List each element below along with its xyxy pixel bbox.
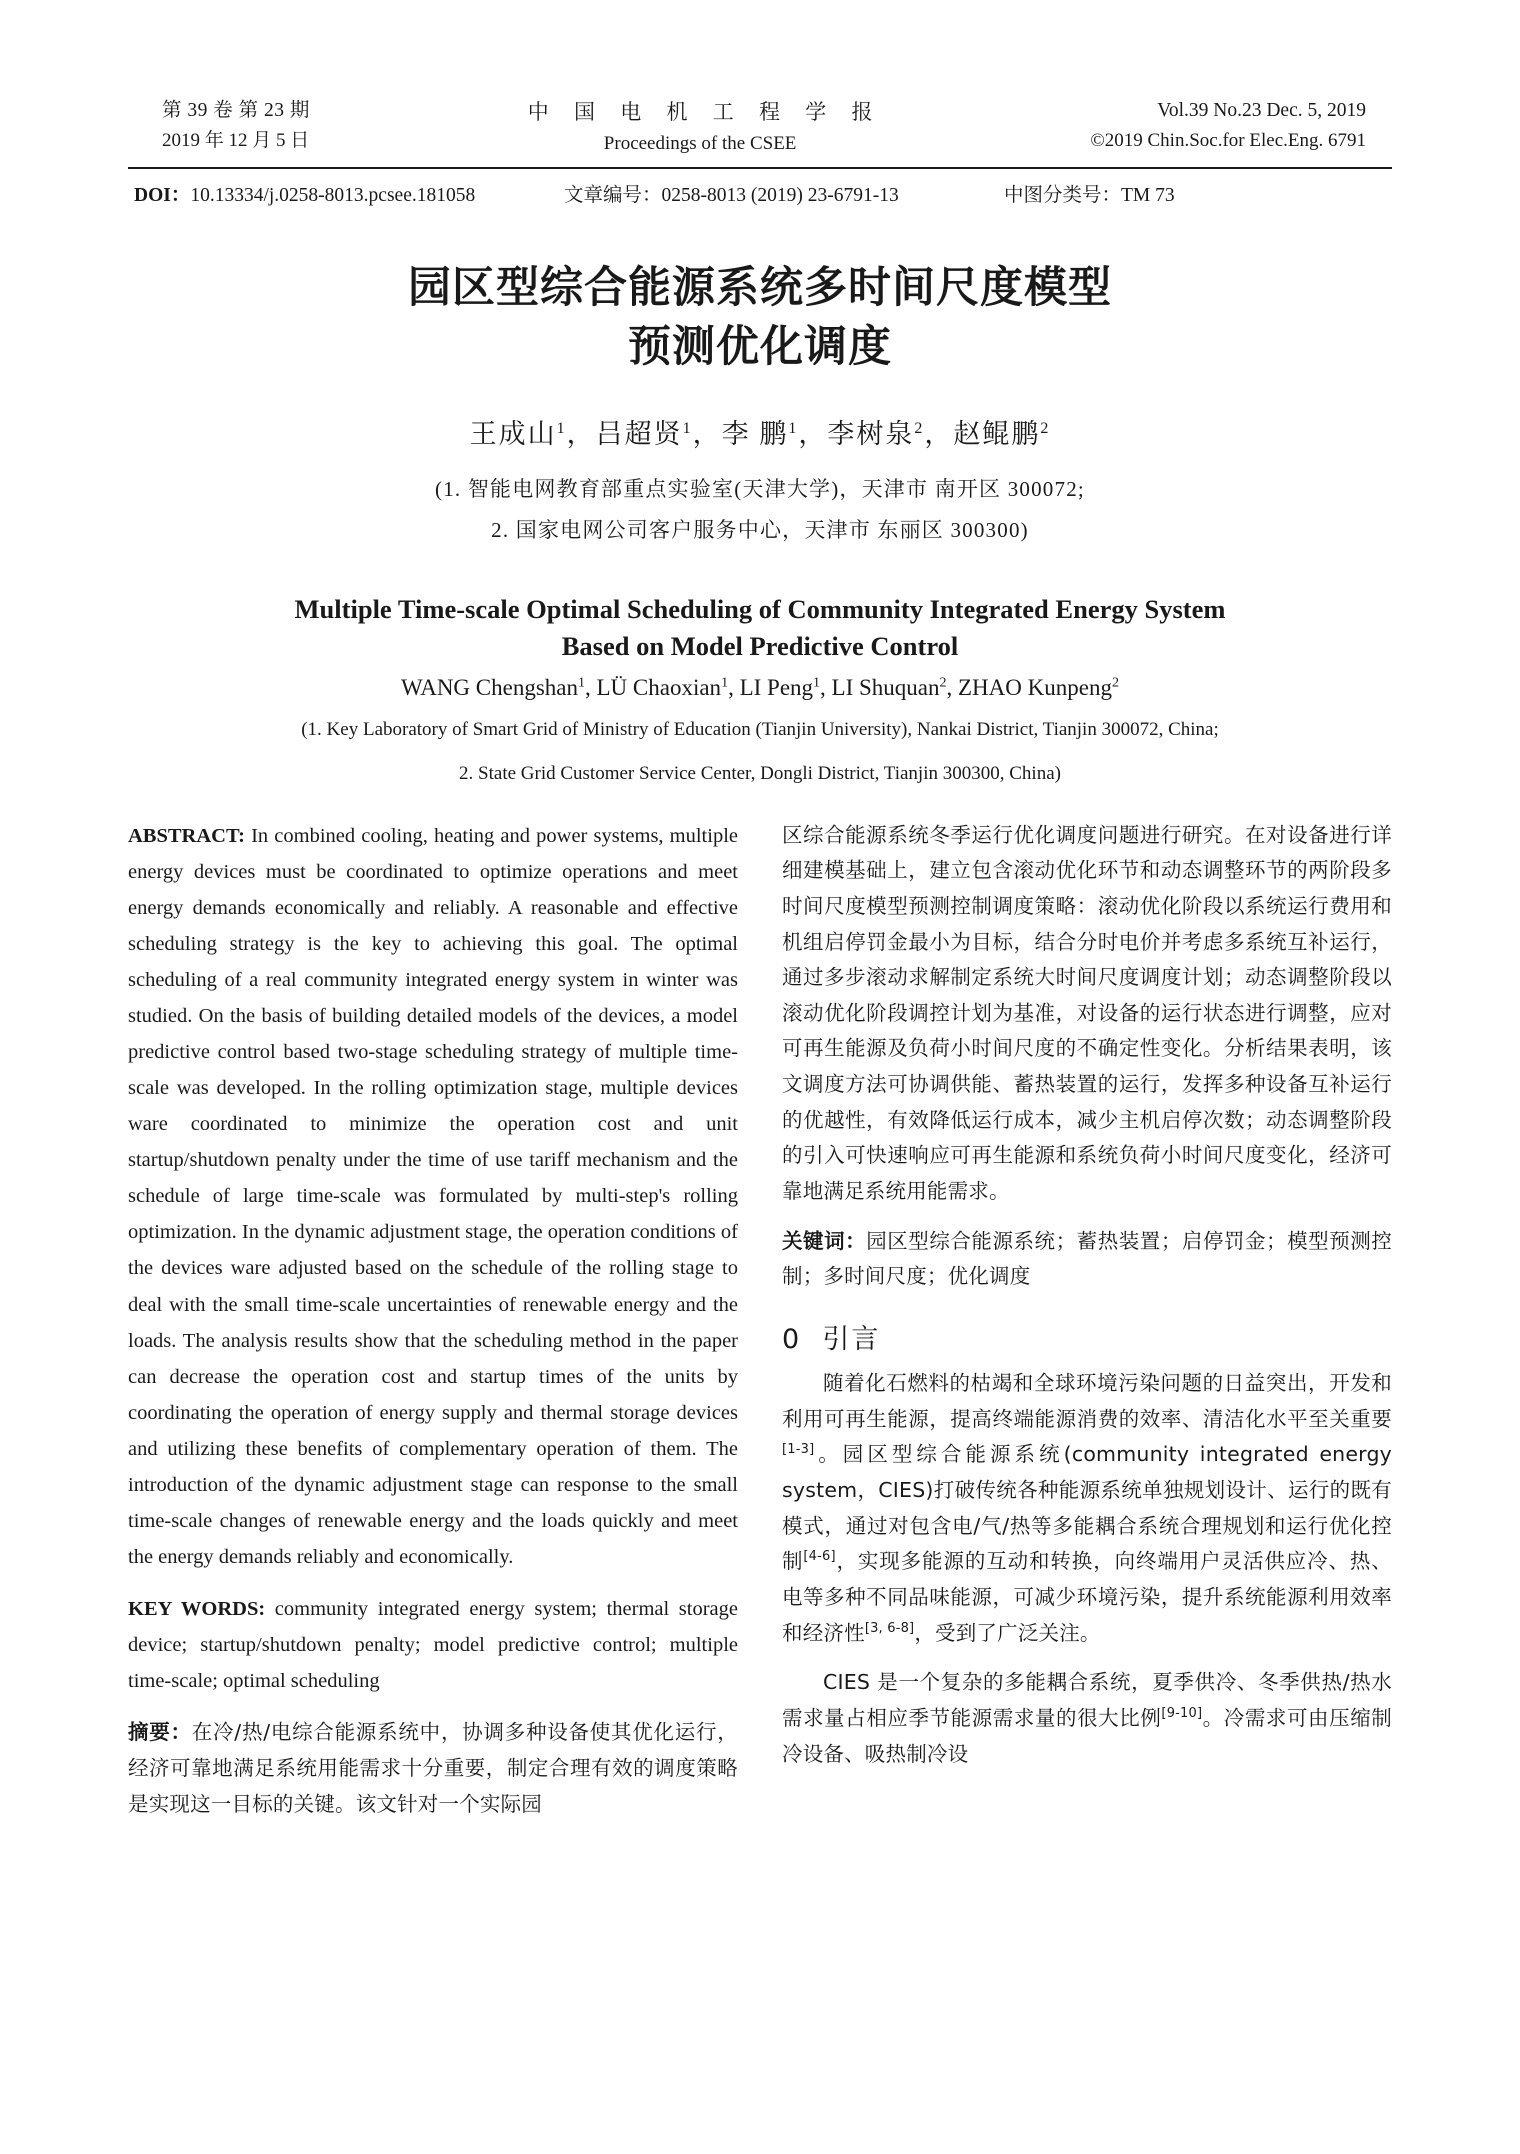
journal-name-cn: 中 国 电 机 工 程 学 报: [527, 100, 883, 124]
affiliations-cn: [128, 469, 1392, 551]
clc-value: TM 73: [1121, 184, 1175, 206]
keywords-cn-label: 关键词：: [782, 1228, 867, 1253]
abstract-cn-part-2: 区综合能源系统冬季运行优化调度问题进行研究。在对设备进行详细建模基础上，建立包含滚动优化环节和动态调整环节的两阶段多时间尺度模型预测控制调度策略：滚动优化阶段以系统运行费用和机组启停罚金最小为目标，结合分时电价并考虑多系统互补运行，通过多步滚动求解制定系统大时间尺度调度计划；动态调整阶段以滚动优化阶段调控计划为基准，对设备的运行状态进行调整，应对可再生能源及负荷小时间尺度的不确定性变化。分析结果表明，该文调度方法可协调供能、蓄热装置的运行，发挥多种设备互补运行的优越性，有效降低运行成本，减少主机启停次数；动态调整阶段的引入可快速响应可再生能源和系统负荷小时间尺度变化，经济可靠地满足系统用能需求。: [782, 822, 1392, 1204]
author-separator: ,: [728, 674, 740, 700]
title-en: [128, 591, 1392, 666]
publication-date-cn: 2019 年 12 月 5 日: [162, 130, 310, 152]
volume-issue: 第 39 卷 第 23 期: [162, 100, 310, 121]
copyright-line: ©2019 Chin.Soc.for Elec.Eng. 6791: [1090, 130, 1366, 152]
author-name: ZHAO Kunpeng: [958, 674, 1112, 700]
author-name: WANG Chengshan: [401, 674, 578, 700]
keywords-cn: [782, 1224, 1392, 1295]
authors-cn: [128, 412, 1392, 451]
author-name: 李 鹏: [721, 418, 789, 449]
keywords-en-body: community integrated energy system; thermal storage device; startup/shutdown penalty; model predictive control; multiple time-scale; optimal scheduling: [128, 1598, 738, 1693]
column-right: [782, 818, 1392, 1837]
affiliation-cn-1: (1. 智能电网教育部重点实验室(天津大学)，天津市 南开区 300072;: [435, 476, 1085, 501]
section-number: 0: [782, 1324, 802, 1356]
abstract-label: ABSTRACT:: [128, 824, 245, 847]
author-affiliation-marker: 1: [578, 675, 585, 691]
doi-field: [134, 179, 564, 207]
intro-p1-b: 。园区型综合能源系统(community integrated energy system，CIES)打破传统各种能源系统单独规划设计、运行的既有模式，通过对包含电/气/热等多能耦合系统合理规划和运行优化控制: [782, 1442, 1392, 1574]
title-cn-line-1: 园区型综合能源系统多时间尺度模型: [408, 262, 1112, 313]
keywords-en: [128, 1591, 738, 1699]
author-separator: ，: [692, 418, 722, 449]
article-number-value: 0258-8013 (2019) 23-6791-13: [661, 184, 899, 206]
affiliation-en-2: 2. State Grid Customer Service Center, Dongli District, Tianjin 300300, China): [459, 763, 1061, 785]
article-number-field: [564, 179, 1004, 207]
citation-ref-2: [4-6]: [803, 1549, 836, 1565]
title-cn-line-2: 预测优化调度: [628, 322, 892, 373]
citation-ref-1: [1-3]: [782, 1442, 815, 1458]
intro-paragraph-1: [782, 1366, 1392, 1651]
author-separator: ，: [798, 418, 828, 449]
author-name: LÜ Chaoxian: [596, 674, 722, 700]
title-en-line-1: Multiple Time-scale Optimal Scheduling of Community Integrated Energy System: [294, 593, 1226, 624]
affiliations-en: [128, 715, 1392, 790]
clc-label: 中图分类号：: [1004, 184, 1122, 206]
author-affiliation-marker: 1: [788, 419, 799, 437]
citation-ref-3: [3, 6-8]: [864, 1620, 915, 1636]
author-name: 赵鲲鹏: [953, 418, 1041, 449]
author-name: 王成山: [469, 418, 557, 449]
author-separator: ,: [820, 674, 832, 700]
author-affiliation-marker: 2: [1040, 419, 1051, 437]
doi-label: DOI：: [134, 184, 191, 206]
affiliation-cn-2: 2. 国家电网公司客户服务中心，天津市 东丽区 300300): [491, 517, 1029, 542]
author-affiliation-marker: 1: [721, 675, 729, 691]
affiliation-en-1: (1. Key Laboratory of Smart Grid of Ministry of Education (Tianjin University), Nankai District, Tianjin 300072, China;: [301, 718, 1219, 740]
intro-p1-d: ，受到了广泛关注。: [914, 1620, 1101, 1645]
doi-value: 10.13334/j.0258-8013.pcsee.181058: [190, 184, 476, 206]
intro-p1-c: ，实现多能源的互动和转换，向终端用户灵活供应冷、热、电等多种不同品味能源，可减少环境污染，提升系统能源利用效率和经济性: [782, 1549, 1393, 1645]
abstract-en: [128, 818, 738, 1576]
author-affiliation-marker: 1: [556, 419, 567, 437]
author-separator: ，: [566, 418, 596, 449]
column-left: [128, 818, 738, 1837]
author-affiliation-marker: 1: [682, 419, 693, 437]
authors-en: [128, 675, 1392, 701]
author-name: 李树泉: [827, 418, 915, 449]
body-columns: [128, 818, 1392, 1837]
page-content: [128, 96, 1392, 1836]
intro-p1-a: 随着化石燃料的枯竭和全球环境污染问题的日益突出，开发和利用可再生能源，提高终端能源消费的效率、清洁化水平至关重要: [782, 1371, 1392, 1431]
author-affiliation-marker: 1: [813, 675, 821, 691]
keywords-en-label: KEY WORDS:: [128, 1598, 266, 1621]
author-affiliation-marker: 2: [914, 419, 925, 437]
masthead-right: [1090, 96, 1366, 156]
title-en-line-2: Based on Model Predictive Control: [561, 631, 959, 662]
volume-issue-en: Vol.39 No.23 Dec. 5, 2019: [1157, 100, 1366, 121]
intro-p2-b: 。冷需求可由压缩制冷设备、吸热制冷设: [782, 1705, 1392, 1766]
identifier-row: [128, 169, 1392, 207]
author-affiliation-marker: 2: [1111, 675, 1119, 691]
author-separator: ,: [585, 674, 597, 700]
title-cn: [128, 259, 1392, 378]
intro-paragraph-2: [782, 1665, 1392, 1772]
clc-field: [1004, 179, 1388, 207]
abstract-cn-part-1: [128, 1715, 738, 1822]
author-affiliation-marker: 2: [939, 675, 947, 691]
abstract-body: In combined cooling, heating and power systems, multiple energy devices must be coordinated to optimize operations and meet energy demands economically and reliably. A reasonable and effective scheduling strategy is the key to achieving this goal. The optimal scheduling of a real community integrated energy system in winter was studied. On the basis of building detailed models of the devices, a model predictive control based two-stage scheduling strategy of multiple time-scale was developed. In the rolling optimization stage, multiple devices ware coordinated to minimize the operation cost and unit startup/shutdown penalty under the time of use tariff mechanism and the schedule of large time-scale was formulated by multi-step's rolling optimization. In the dynamic adjustment stage, the operation conditions of the devices ware adjusted based on the schedule of the rolling stage to deal with the small time-scale uncertainties of renewable energy and the loads. The analysis results show that the scheduling method in the paper can decrease the operation cost and startup times of the units by coordinating the operation of energy supply and thermal storage devices and utilizing these benefits of complementary operation of them. The introduction of the dynamic adjustment stage can response to the small time-scale changes of renewable energy and the loads quickly and meet the energy demands reliably and economically.: [128, 824, 738, 1569]
masthead: [128, 96, 1392, 158]
abstract-cn-body-1: 在冷/热/电综合能源系统中，协调多种设备使其优化运行，经济可靠地满足系统用能需求十分重要，制定合理有效的调度策略是实现这一目标的关键。该文针对一个实际园: [128, 1720, 738, 1816]
intro-p2-a: CIES 是一个复杂的多能耦合系统，夏季供冷、冬季供热/热水需求量占相应季节能源需求量的很大比例: [782, 1670, 1392, 1730]
masthead-center: [518, 96, 883, 158]
author-name: 吕超贤: [595, 418, 683, 449]
citation-ref-4: [9-10]: [1161, 1706, 1203, 1722]
article-number-label: 文章编号：: [564, 184, 662, 206]
section-title: 引言: [822, 1324, 881, 1356]
keywords-cn-body: 园区型综合能源系统；蓄热装置；启停罚金；模型预测控制；多时间尺度；优化调度: [782, 1228, 1392, 1289]
author-separator: ,: [946, 674, 958, 700]
masthead-left: [162, 96, 310, 156]
author-separator: ，: [924, 418, 954, 449]
author-name: LI Peng: [739, 674, 814, 700]
author-name: LI Shuquan: [831, 674, 940, 700]
abstract-cn-label: 摘要：: [128, 1720, 192, 1745]
journal-name-en: Proceedings of the CSEE: [603, 132, 797, 154]
section-heading-introduction: [782, 1317, 1392, 1356]
